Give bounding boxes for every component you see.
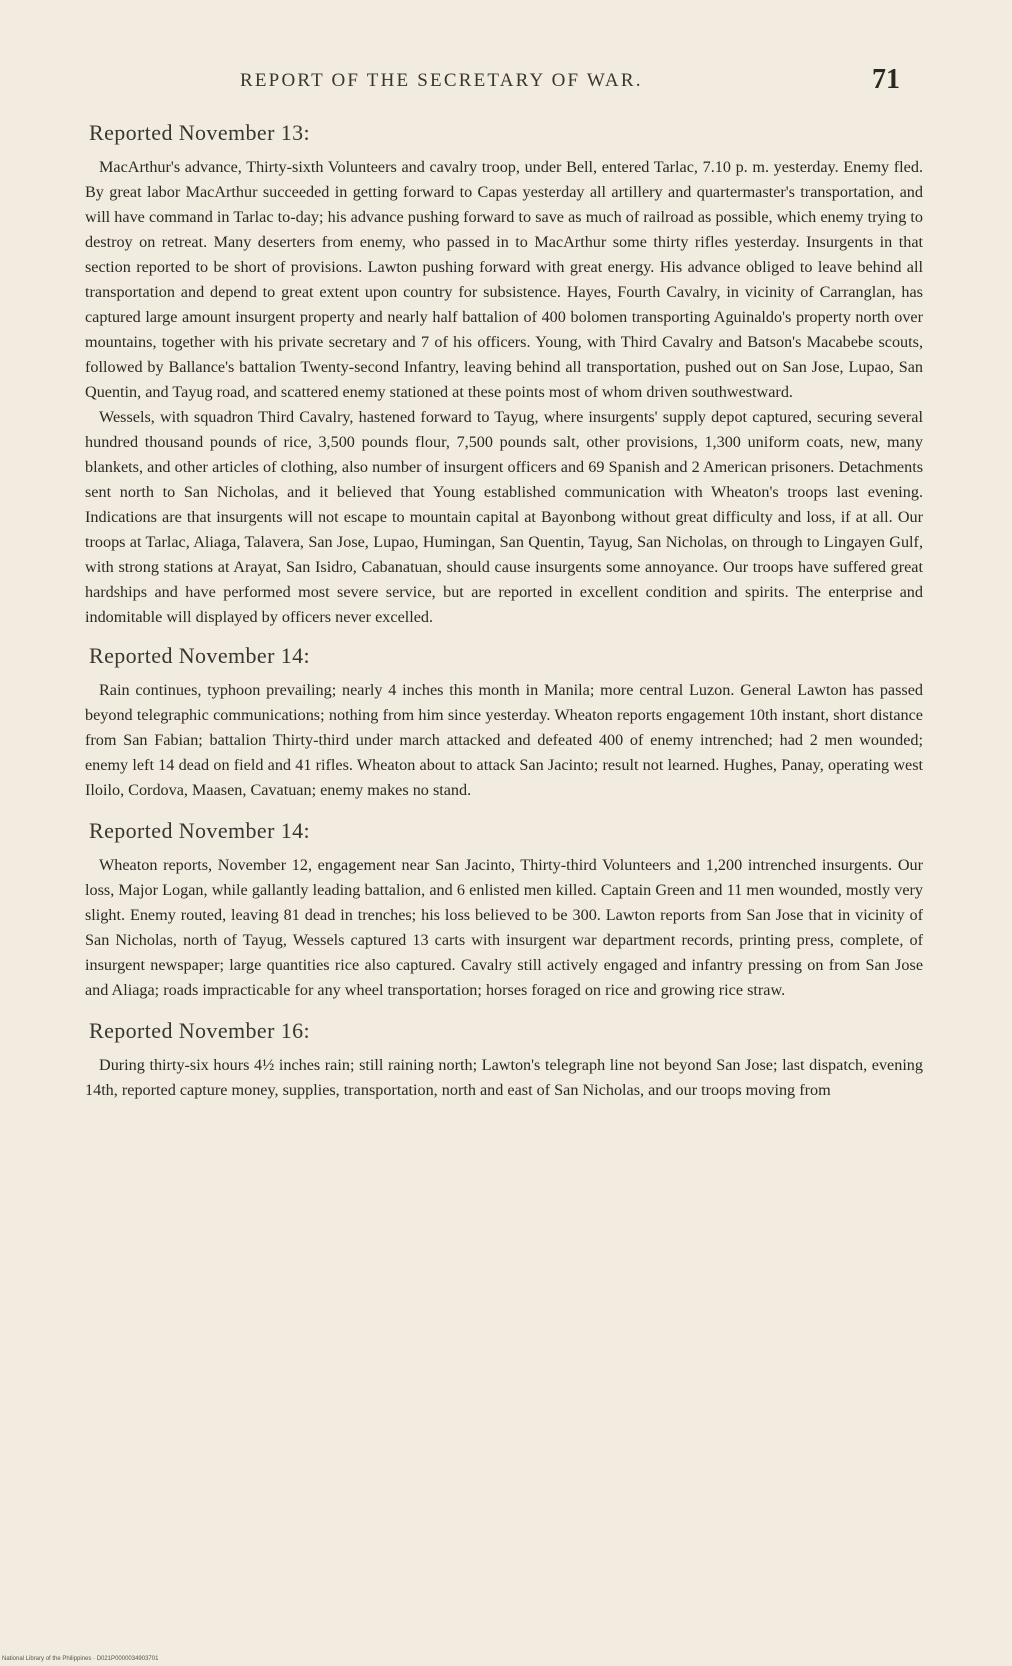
paragraph: Wessels, with squadron Third Cavalry, hastened forward to Tayug, where insurgents' supply depot captured, securing several hundred thousand pounds of rice, 3,500 pounds flour, 7,500 pounds salt, other provisions, 1,300 uniform coats, new, many blankets, and other articles of clothing, also number of insurgent officers and 69 Spanish and 2 American prisoners. Detachments sent north to San Nicholas, and it believed that Young established communication with Wheaton's troops last evening. Indications are that insurgents will not escape to mountain capital at Bayonbong without great difficulty and loss, if at all. Our troops at Tarlac, Aliaga, Talavera, San Jose, Lupao, Humingan, San Quentin, Tayug, San Nicholas, on through to Lingayen Gulf, with strong stations at Arayat, San Isidro, Cabanatuan, should cause insurgents some annoyance. Our troops have suffered great hardships and have performed most severe service, but are reported in excellent condition and spirits. The enterprise and indomitable will displayed by officers never excelled. xyxy=(85,408,923,626)
report-section-nov-13 xyxy=(85,118,923,630)
paragraph: Rain continues, typhoon prevailing; nearly 4 inches this month in Manila; more central Luzon. General Lawton has passed beyond telegraphic communications; nothing from him since yesterday. Wheaton reports engagement 10th instant, short distance from San Fabian; battalion Thirty-third under march attacked and defeated 400 of enemy intrenched; had 2 men wounded; enemy left 14 dead on field and 41 rifles. Wheaton about to attack San Jacinto; result not learned. Hughes, Panay, operating west Iloilo, Cordova, Maasen, Cavatuan; enemy makes no stand. xyxy=(85,681,923,799)
report-section-nov-16 xyxy=(85,1016,923,1103)
paragraph: During thirty-six hours 4½ inches rain; still raining north; Lawton's telegraph line not beyond San Jose; last dispatch, evening 14th, reported capture money, supplies, transportation, north and east of San Nicholas, and our troops moving from xyxy=(85,1056,923,1099)
running-head: REPORT OF THE SECRETARY OF WAR. xyxy=(240,70,643,91)
section-heading: Reported November 14: xyxy=(89,818,311,843)
page-number: 71 xyxy=(872,64,900,95)
section-body xyxy=(85,853,923,1003)
paragraph: Wheaton reports, November 12, engagement near San Jacinto, Thirty-third Volunteers and 1,200 intrenched insurgents. Our loss, Major Logan, while gallantly leading battalion, and 6 enlisted men killed. Captain Green and 11 men wounded, mostly very slight. Enemy routed, leaving 81 dead in trenches; his loss believed to be 300. Lawton reports from San Jose that in vicinity of San Nicholas, north of Tayug, Wessels captured 13 carts with insurgent war department records, printing press, complete, of insurgent newspaper; large quantities rice also captured. Cavalry still actively engaged and infantry pressing on from San Jose and Aliaga; roads impracticable for any wheel transportation; horses foraged on rice and growing rice straw. xyxy=(85,856,923,999)
section-spacer xyxy=(85,630,923,641)
paragraph: MacArthur's advance, Thirty-sixth Volunteers and cavalry troop, under Bell, entered Tarlac, 7.10 p. m. yesterday. Enemy fled. By great labor MacArthur succeeded in getting forward to Capas yesterday all artillery and quartermaster's transportation, and will have command in Tarlac to-day; his advance pushing forward to save as much of railroad as possible, which enemy trying to destroy on retreat. Many deserters from enemy, who passed in to MacArthur some thirty rifles yesterday. Insurgents in that section reported to be short of provisions. Lawton pushing forward with great energy. His advance obliged to leave behind all transportation and depend to great extent upon country for subsistence. Hayes, Fourth Cavalry, in vicinity of Carranglan, has captured large amount insurgent property and nearly half battalion of 400 bolomen transporting Aguinaldo's property north over mountains, together with his private secretary and 7 of his officers. Young, with Third Cavalry and Batson's Macabebe scouts, followed by Ballance's battalion Twenty-second Infantry, leaving behind all transportation, pushed out on San Jose, Lupao, San Quentin, and Tayug road, and scattered enemy stationed at these points most of whom driven southwestward. xyxy=(85,158,923,401)
section-body xyxy=(85,1053,923,1103)
source-footer-mark: National Library of the Philippines · D021P0000034903701 xyxy=(2,1656,159,1662)
section-spacer xyxy=(85,1003,923,1016)
section-heading: Reported November 14: xyxy=(89,643,311,668)
report-section-nov-14-a xyxy=(85,641,923,803)
section-body xyxy=(85,155,923,630)
document-body xyxy=(85,118,923,1103)
report-section-nov-14-b xyxy=(85,816,923,1003)
section-heading: Reported November 16: xyxy=(89,1018,311,1043)
section-spacer xyxy=(85,803,923,816)
section-body xyxy=(85,678,923,803)
section-heading: Reported November 13: xyxy=(89,120,311,145)
